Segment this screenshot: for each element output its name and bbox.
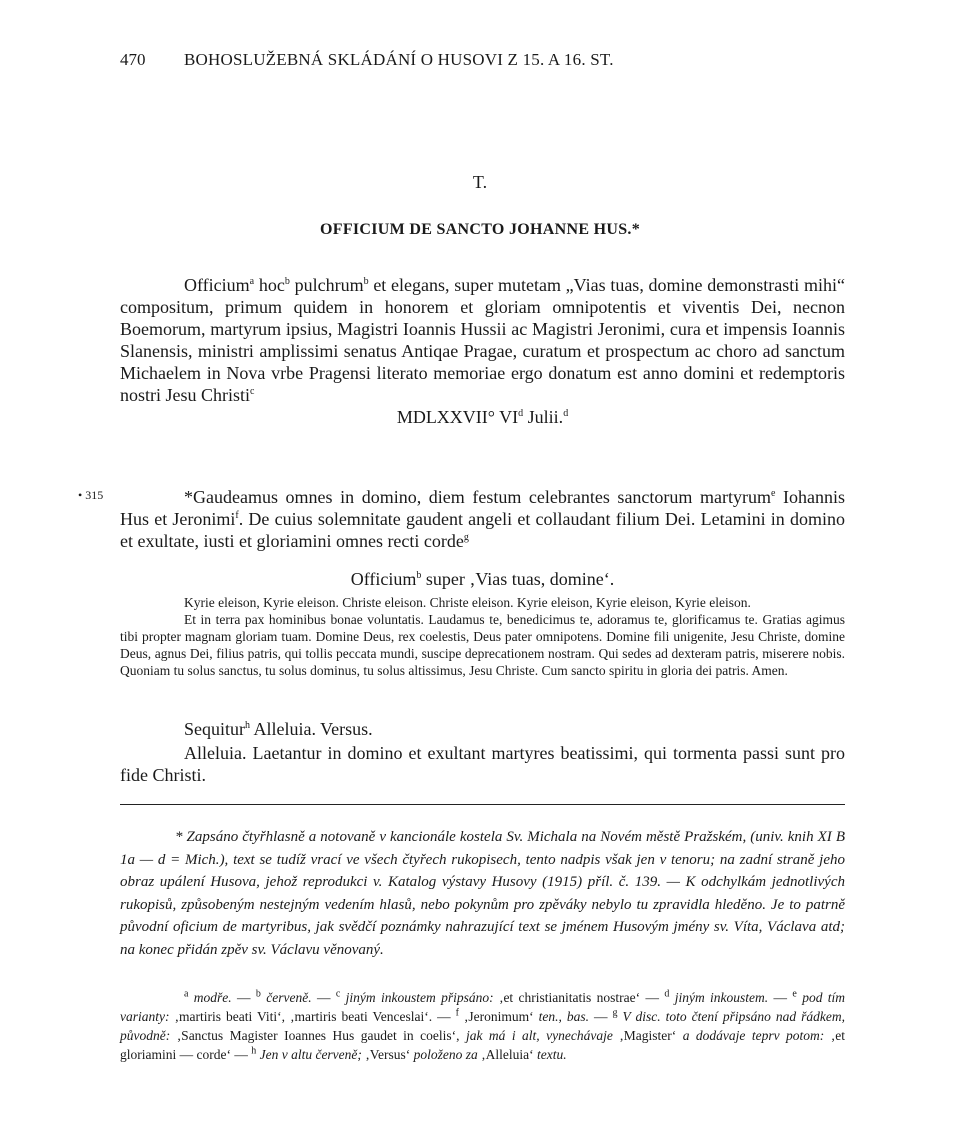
apparatus-notes: $^a$ modře. — $^b$ červeně. — $^c$ jiným inkoustem připsáno: ‚et christianitatis nostrae‘ — $^d$ jiným inkoustem. — $^e$ pod tím varianty: ‚martiris beati Viti‘, ‚martiris beati Venceslai‘. — $^f$ ‚Jeronimum‘ ten., bas. — $^g$ V disc. toto čtení připsáno nad řádkem, původně: ‚Sanctus Magister Ioannes Hus gaudet in coelis‘, jak má i alt, vynechávaje ‚Magister‘ a dodávaje teprv potom: ‚et gloriamini — corde‘ — $^h$ Jen v altu červeně; ‚Versus‘ položeno za ‚Alleluia‘ textu. [120, 988, 846, 1062]
gaudeamus-paragraph [120, 486, 845, 552]
note-text: V disc. toto čtení připsáno nad řádkem, původně: [120, 1009, 845, 1043]
note-text: a dodávaje teprv potom: [676, 1028, 825, 1043]
footnote [120, 826, 845, 961]
note-key: b [255, 988, 261, 1000]
heading-text: Sequitur [184, 719, 245, 739]
note-quote: ‚Versus‘ [361, 1047, 411, 1062]
note-text: pod tím varianty: [120, 990, 846, 1024]
note-quote: ‚et christianitatis nostrae‘ [493, 990, 641, 1005]
note-quote: ‚Sanctus Magister Ioannes Hus gaudet in coelis‘, [170, 1028, 460, 1043]
note-marker: b [284, 276, 290, 287]
note-quote: ‚Magister‘ [612, 1028, 677, 1043]
note-key: e [792, 988, 797, 1000]
note-marker: c [250, 386, 255, 397]
note-key: c [335, 988, 341, 1000]
heading-text: super ‚Vias tuas, domine‘. [421, 569, 615, 589]
footnote-text: * Zapsáno čtyřhlasně a notovaně v kancionále kostela Sv. Michala na Novém městě Pražském, (univ. knih [175, 829, 818, 845]
margin-folio-mark: • 315 [78, 488, 104, 502]
note-key: d [664, 988, 670, 1000]
footnote-text: ), text se tudíž vrací ve všech čtyřech rukopisech, tento nadpis však jen v tenoru; na zadní straně jeho obraz upálení Husova, jehož reprodukci v. Katalog výstavy Husovy (1915) příl. č. 139. — K odchylkám jednotlivých rukopisů, způsobeným nestejným vedením hlasů, nebo pokynům pro zpěváky nebylo tu zpravidla hleděno. Je to patrně původní oficium de martyribus, jak svědčí poznámky nahrazující text se jménem Husovým jmény sv. Víta, Václava atd; na konec přidán zpěv sv. Václavu věnovaný. [120, 851, 845, 958]
gloria-paragraph: Et in terra pax hominibus bonae voluntatis. Laudamus te, benedicimus te, adoramus te, glorificamus te. Gratias agimus tibi propter magnam gloriam tuam. Domine Deus, rex coelestis, Deus pater omnipotens. Domine fili unigenite, Jesu Christe, domine Deus, agnus Dei, filius patris, qui tollis peccata mundi, suscipe deprecationem nostram. Qui sedes ad dexteram patris, miserere nobis. Quoniam tu solus sanctus, tu solus dominus, tu solus altissimus, Jesu Christe. Cum sancto spiritu in gloria dei patris. Amen. [120, 612, 845, 678]
heading-text: Officium [350, 569, 417, 589]
date-text: Julii. [523, 407, 564, 427]
kyrie-line: Kyrie eleison, Kyrie eleison. Christe eleison. Christe eleison. Kyrie eleison, Kyrie eleison, Kyrie eleison. [184, 595, 751, 610]
note-quote: ‚martiris beati Viti‘, ‚martiris beati Venceslai‘. [169, 1009, 433, 1024]
intro-text: pulchrum [289, 275, 364, 295]
chant-text: Iohannis Hus et Jeronimi [120, 487, 846, 529]
note-key: a [184, 988, 189, 1000]
note-key: h [251, 1045, 257, 1057]
alleluia-paragraph: Alleluia. Laetantur in domino et exultant martyres beatissimi, qui tormenta passi sunt pro fide Christi. [120, 743, 845, 785]
note-marker: b [416, 570, 422, 581]
intro-date [120, 406, 845, 428]
intro-text: hoc [254, 275, 285, 295]
footnote-text: XI B 1a — d = Mich. [120, 829, 845, 868]
section-letter: T. [472, 172, 488, 192]
note-marker: f [235, 510, 239, 521]
heading-text: Alleluia. Versus. [250, 719, 373, 739]
officium-heading [120, 568, 845, 590]
note-text: jiným inkoustem připsáno: [340, 990, 494, 1005]
office-title: OFFICIUM DE SANCTO JOHANNE HUS.* [320, 221, 640, 238]
intro-paragraph [120, 274, 845, 406]
note-key: f [455, 1007, 459, 1019]
intro-text: Officium [184, 275, 250, 295]
note-marker: h [245, 720, 250, 731]
note-text: ten., bas. [533, 1009, 590, 1024]
intro-text: et elegans, super mutetam „Vias tuas, domine demonstrasti mihi“ compositum, primum quidem in honorem et gloriam omnipotentis et viventis Dei, necnon Boemorum, martyrum ipsius, Magistri Ioannis Hussii ac Magistri Jeronimi, cura et impensis Ioannis Slanensis, ministri amplissimi senatus Antiqae Pragae, curatum et prospectum ac choro ad sanctum Michaelem in Nova vrbe Pragensi literato memoriae ergo donatum est anno domini et redemptoris nostri Jesu Christi [120, 275, 845, 405]
note-quote: ‚et gloriamini — corde‘ [120, 1028, 846, 1062]
note-text: položeno za [410, 1047, 478, 1062]
note-text: Jen v altu červeně; [256, 1047, 362, 1062]
note-text: jak má i alt, vynechávaje [459, 1028, 613, 1043]
chant-text: . De cuius solemnitate gaudent angeli et collaudant filium Dei. Letamini in domino et exultate, iusti et gloriamini omnes recti corde [120, 509, 845, 551]
note-text: textu. [533, 1047, 567, 1062]
sequitur-heading [120, 718, 845, 740]
note-text: modře. [188, 990, 232, 1005]
note-marker: d [563, 408, 569, 419]
note-marker: b [363, 276, 369, 287]
note-marker: a [249, 276, 255, 287]
running-title: BOHOSLUŽEBNÁ SKLÁDÁNÍ O HUSOVI Z 15. A 16. ST. [184, 50, 614, 69]
note-text: červeně. [260, 990, 312, 1005]
note-text: jiným inkoustem. [669, 990, 769, 1005]
note-quote: ‚Alleluia‘ [477, 1047, 534, 1062]
running-header [120, 50, 845, 74]
note-quote: ‚Jeronimum‘ [458, 1009, 534, 1024]
note-marker: d [518, 408, 524, 419]
note-marker: g [463, 532, 469, 543]
note-key: g [612, 1007, 618, 1019]
date-text: MDLXXVII° VI [396, 407, 519, 427]
note-marker: e [770, 488, 776, 499]
page-number: 470 [120, 50, 146, 69]
chant-text: *Gaudeamus omnes in domino, diem festum celebrantes sanctorum martyrum [184, 487, 771, 507]
footnote-rule [120, 804, 845, 805]
